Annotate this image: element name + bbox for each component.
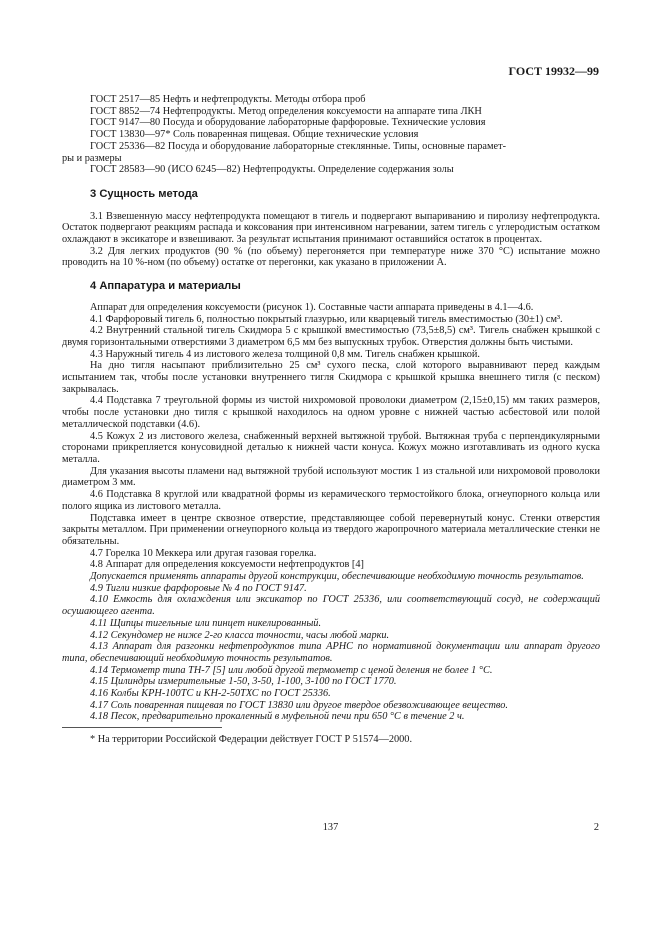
section-4-title: 4 Аппаратура и материалы (90, 280, 241, 293)
paragraph-4-2: 4.2 Внутренний стальной тигель Скидмора 5 с крышкой вместимостью (73,5±8,5) см³. Тигель снабжен крышкой с двумя горизонтальными отверстиями 3 диаметром 6,5 мм без выпускных трубок. Отверстия должны быть чистыми. (62, 325, 600, 348)
page-number: 137 (322, 822, 339, 833)
paragraph-4-16: 4.16 Колбы КРН-100ТС и КН-2-50ТХС по ГОСТ 25336. (90, 688, 331, 700)
normative-references (62, 94, 600, 176)
paragraph-4-18: 4.18 Песок, предварительно прокаленный в муфельной печи при 650 °С в течение 2 ч. (90, 711, 465, 723)
page-content (62, 94, 600, 746)
paragraph-4-5: 4.5 Кожух 2 из листового железа, снабженный верхней вытяжной трубой. Вытяжная труба с перпендикулярными сторонами прикрепляется конусовидной деталью к нижней части конуса. Кожух можно изготавливать из одного куска металла. (62, 430, 600, 465)
reference-item: ГОСТ 2517—85 Нефть и нефтепродукты. Методы отбора проб (90, 94, 366, 105)
paragraph-4-12: 4.12 Секундомер не ниже 2-го класса точности, часы любой марки. (90, 629, 390, 641)
reference-item: ГОСТ 13830—97* Соль поваренная пищевая. Общие технические условия (90, 129, 419, 141)
paragraph-4-11: 4.11 Щипцы тигельные или пинцет никелированный. (90, 617, 322, 629)
reference-item: ГОСТ 28583—90 (ИСО 6245—82) Нефтепродукты. Определение содержания золы (90, 164, 454, 176)
paragraph-4-6-stand: Подставка имеет в центре сквозное отверстие, представляющее собой перевернутый конус. Стенки отверстия закрыты металлом. При применении огнеупорного кольца из твердого жаропрочного материала металлические стенки не обязательны. (62, 512, 600, 547)
section-3-title: 3 Сущность метода (90, 187, 198, 200)
paragraph-4-5-bridge: Для указания высоты пламени над вытяжной трубой используют мостик 1 из стальной или нихромовой проволоки диаметром 3 мм. (62, 465, 600, 489)
reference-item: ГОСТ 8852—74 Нефтепродукты. Метод определения коксуемости на аппарате типа ЛКН (90, 105, 482, 117)
paragraph-3-2: 3.2 Для легких продуктов (90 % (по объему) перегоняется при температуре ниже 370 °С) испытание можно проводить на 10 %-ном (по объему) остатке от перегонки, как указано в приложении А. (62, 245, 600, 269)
reference-item-continuation: ры и размеры (62, 152, 122, 164)
paragraph-4-13: 4.13 Аппарат для разгонки нефтепродуктов типа АРНС по нормативной документации или аппарат другого типа, обеспечивающий необходимую точность результатов. (62, 641, 600, 664)
corner-page-number: 2 (593, 822, 599, 833)
paragraph-4-7: 4.7 Горелка 10 Меккера или другая газовая горелка. (90, 547, 317, 559)
paragraph-4-8: 4.8 Аппарат для определения коксуемости нефтепродуктов [4] (90, 559, 364, 571)
paragraph-4-17: 4.17 Соль поваренная пищевая по ГОСТ 13830 или другое твердое обезвоживающее вещество. (90, 699, 508, 711)
paragraph-alt-apparatus: Допускается применять аппараты другой конструкции, обеспечивающие необходимую точность результатов. (90, 571, 584, 583)
paragraph-4-1: 4.1 Фарфоровый тигель 6, полностью покрытый глазурью, или кварцевый тигель вместимостью (30±1) см³. (90, 313, 563, 325)
reference-item: ГОСТ 25336—82 Посуда и оборудование лабораторные стеклянные. Типы, основные парамет- (90, 140, 507, 152)
paragraph-4-3: 4.3 Наружный тигель 4 из листового железа толщиной 0,8 мм. Тигель снабжен крышкой. (90, 348, 480, 360)
paragraph-4-3-sand: На дно тигля насыпают приблизительно 25 см³ сухого песка, слой которого выравнивают перед каждым испытанием так, чтобы после установки внутреннего тигля Скидмора с крышкой крышка внешнего тигля (с песком) закрывалась. (62, 360, 600, 395)
paragraph-4-15: 4.15 Цилиндры измерительные 1-50, 3-50, 1-100, 3-100 по ГОСТ 1770. (90, 676, 397, 688)
paragraph-4-6: 4.6 Подставка 8 круглой или квадратной формы из керамического термостойкого блока, огнеупорного кольца или полого ящика из листового металла. (62, 489, 600, 512)
footnote-text: * На территории Российской Федерации действует ГОСТ Р 51574—2000. (90, 734, 413, 746)
reference-item: ГОСТ 9147—80 Посуда и оборудование лабораторные фарфоровые. Технические условия (90, 117, 486, 129)
footnote (62, 727, 413, 746)
paragraph-4-14: 4.14 Термометр типа ТН-7 [5] или любой другой термометр с ценой деления не более 1 °С. (90, 664, 493, 676)
paragraph-4-9: 4.9 Тигли низкие фарфоровые № 4 по ГОСТ 9147. (90, 582, 307, 594)
paragraph-4-10: 4.10 Емкость для охлаждения или эксикатор по ГОСТ 25336, или соответствующий сосуд, не содержащий осушающего агента. (62, 594, 600, 618)
document-code: ГОСТ 19932—99 (508, 64, 599, 78)
paragraph-3-1: 3.1 Взвешенную массу нефтепродукта помещают в тигель и подвергают выпариванию и пиролизу нефтепродукта. Остаток подвергают реакциям распада и коксования при интенсивном нагревании, затем тигель с углеродистым остатком охлаждают в эксикаторе и взвешивают. За результат испытания принимают оставшийся остаток в процентах. (62, 210, 600, 246)
paragraph-4-intro: Аппарат для определения коксуемости (рисунок 1). Составные части аппарата приведены в 4.1—4.6. (90, 301, 534, 313)
paragraph-4-4: 4.4 Подставка 7 треугольной формы из чистой нихромовой проволоки диаметром (2,15±0,15) мм таких размеров, чтобы после установки дно тигля с крышкой находилось на одном уровне с нижней частью асбестовой или полой металлической подставки (4.6). (62, 395, 600, 430)
